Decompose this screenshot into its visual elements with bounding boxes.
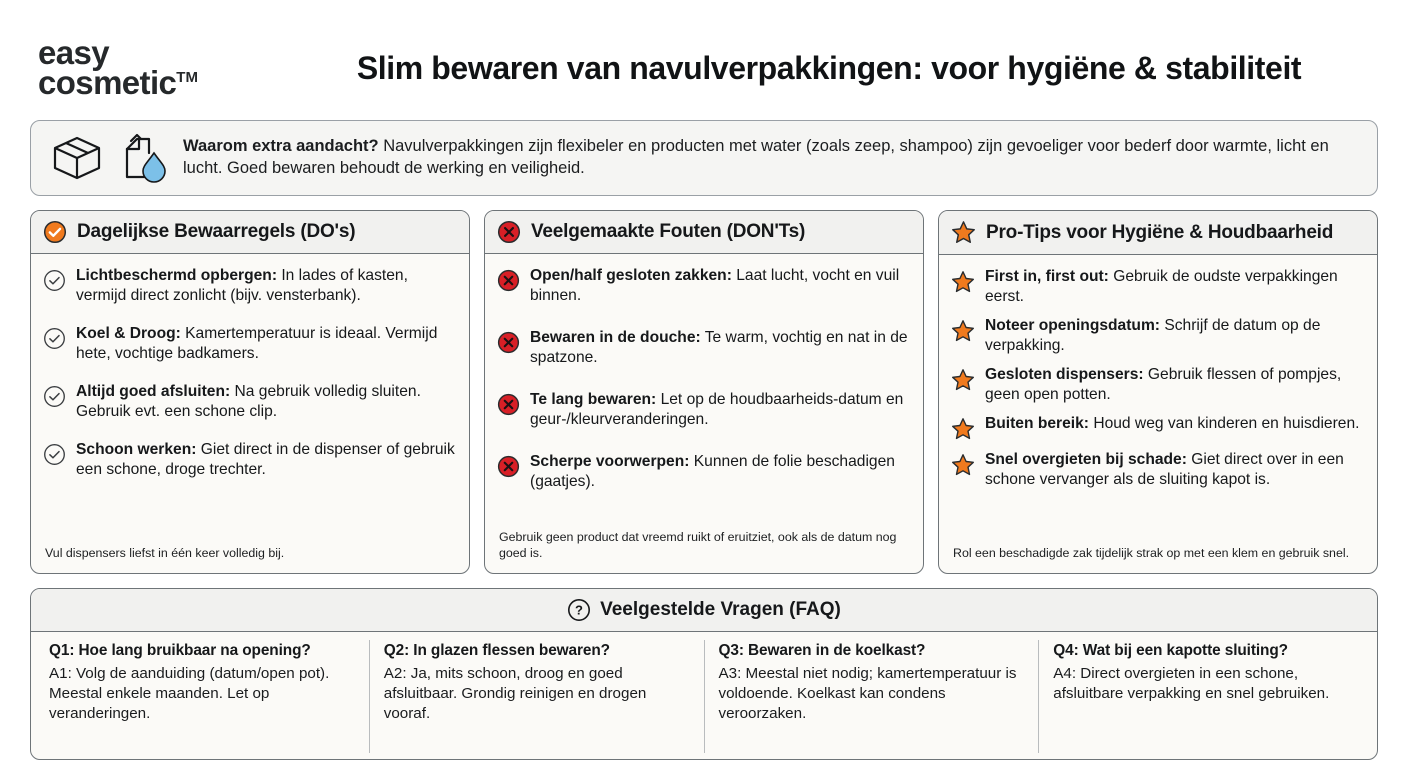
protips-list: [951, 267, 1363, 537]
list-item-body: Giet direct over in een schone vervanger als de sluiting kapot is.: [985, 450, 1344, 488]
card-donts-body: [485, 254, 923, 573]
question-circle-icon: [567, 598, 591, 622]
card-dos-note: Vul dispensers liefst in één keer volledig bij.: [45, 545, 285, 560]
x-circle-filled-icon: [497, 393, 520, 416]
list-item: [497, 390, 909, 430]
list-item: [43, 440, 455, 480]
list-item-body: In lades of kasten, vermijd direct zonlicht (bijv. vensterbank).: [76, 267, 408, 304]
list-item-lead: Gesloten dispensers:: [985, 365, 1144, 383]
list-item: [951, 414, 1363, 441]
faq-header: [31, 589, 1377, 632]
check-circle-filled-icon: [43, 220, 67, 244]
x-circle-filled-icon: [497, 455, 520, 478]
list-item: [951, 267, 1363, 307]
list-item-text: [985, 365, 1363, 405]
list-item-lead: Noteer openingsdatum:: [985, 316, 1161, 334]
columns-row: [30, 210, 1378, 574]
faq-question: Q3: Bewaren in de koelkast?: [718, 642, 926, 659]
star-filled-icon: [951, 270, 975, 294]
list-item-text: [985, 316, 1363, 356]
list-item-lead: First in, first out:: [985, 268, 1109, 285]
star-filled-icon: [951, 417, 975, 441]
check-circle-outline-icon: [43, 443, 66, 466]
page-header: [30, 16, 1378, 120]
banner-text: [183, 136, 1361, 180]
list-item-lead: Buiten bereik:: [985, 414, 1089, 432]
list-item: [497, 266, 909, 306]
list-item: [951, 316, 1363, 356]
list-item-text: [76, 324, 455, 364]
list-item-lead: Lichtbeschermd opbergen:: [76, 267, 278, 284]
card-donts-note: Gebruik geen product dat vreemd ruikt of eruitziet, ook als de datum nog goed is.: [499, 529, 897, 560]
faq-answer: A1: Volg de aanduiding (datum/open pot). Meestal enkele maanden. Let op veranderingen.: [49, 665, 330, 722]
card-dos-title: Dagelijkse Bewaarregels (DO's): [77, 221, 356, 242]
list-item: [43, 266, 455, 306]
x-circle-filled-icon: [497, 331, 520, 354]
brand-line-2: cosmetic™: [38, 64, 198, 101]
faq-entry: [35, 640, 370, 753]
list-item-text: [530, 328, 909, 368]
trademark-mark: TM: [176, 69, 198, 86]
list-item-text: [530, 390, 909, 430]
card-dos: [30, 210, 470, 574]
faq-answer: A2: Ja, mits schoon, droog en goed afsluitbaar. Grondig reinigen en drogen vooraf.: [383, 665, 647, 722]
list-item: [497, 452, 909, 492]
faq-section: [30, 588, 1378, 760]
star-filled-icon: [951, 453, 975, 477]
faq-answer: A4: Direct overgieten in een schone, afsluitbare verpakking en snel gebruiken.: [1053, 665, 1330, 702]
card-donts: [484, 210, 924, 574]
list-item-body: Houd weg van kinderen en huisdieren.: [1088, 414, 1360, 432]
x-circle-filled-icon: [497, 220, 521, 244]
list-item-body: Gebruik flessen of pompjes, geen open potten.: [985, 365, 1342, 403]
box-icon: [51, 134, 103, 182]
check-circle-outline-icon: [43, 385, 66, 408]
list-item-text: [76, 382, 455, 422]
donts-list: [497, 266, 909, 521]
list-item-lead: Koel & Droog:: [76, 324, 181, 342]
list-item-lead: Snel overgieten bij schade:: [985, 450, 1187, 468]
list-item: [951, 365, 1363, 405]
list-item: [43, 324, 455, 364]
list-item-body: Let op de houdbaarheids-datum en geur-/kleurveranderingen.: [530, 390, 904, 428]
list-item-text: [530, 452, 909, 492]
faq-question: Q4: Wat bij een kapotte sluiting?: [1053, 642, 1288, 659]
dos-list: [43, 266, 455, 537]
faq-entry: [705, 640, 1040, 753]
x-circle-filled-icon: [497, 269, 520, 292]
faq-question: Q2: In glazen flessen bewaren?: [383, 642, 610, 659]
list-item-lead: Scherpe voorwerpen:: [530, 452, 690, 470]
list-item-body: Gebruik de oudste verpakkingen eerst.: [985, 268, 1338, 305]
brand-logo: [38, 33, 288, 101]
banner-icon-group: [47, 133, 169, 183]
refill-bottle-water-drop-icon: [115, 133, 169, 183]
list-item-lead: Open/half gesloten zakken:: [530, 267, 732, 284]
faq-answer: A3: Meestal niet nodig; kamertemperatuur is voldoende. Koelkast kan condens veroorzaken.: [718, 665, 1017, 722]
svg-text:?: ?: [575, 602, 584, 618]
list-item-text: [985, 267, 1363, 307]
list-item: [497, 328, 909, 368]
faq-title: Veelgestelde Vragen (FAQ): [600, 599, 841, 620]
card-protips-title: Pro-Tips voor Hygiëne & Houdbaarheid: [986, 221, 1334, 243]
list-item: [43, 382, 455, 422]
card-donts-title: Veelgemaakte Fouten (DON'Ts): [531, 221, 806, 242]
card-protips: [938, 210, 1378, 574]
banner-body: Navulverpakkingen zijn flexibeler en producten met water (zoals zeep, shampoo) zijn gevoeliger voor bederf door warmte, licht en lucht. Goed bewaren behoudt de werking en veiligheid.: [183, 137, 1329, 177]
list-item-body: Giet direct in de dispenser of gebruik een schone, droge trechter.: [76, 440, 455, 478]
faq-entry: [370, 640, 705, 753]
faq-question: Q1: Hoe lang bruikbaar na opening?: [49, 642, 311, 659]
list-item-text: [530, 266, 909, 306]
list-item: [951, 450, 1363, 490]
list-item-text: [985, 414, 1359, 434]
faq-grid: [31, 632, 1377, 759]
brand-line-1: easy: [38, 33, 110, 71]
list-item-body: Te warm, vochtig en nat in de spatzone.: [530, 328, 908, 366]
list-item-text: [985, 450, 1363, 490]
attention-banner: [30, 120, 1378, 196]
banner-lead: Waarom extra aandacht?: [183, 137, 379, 156]
list-item-text: [76, 266, 455, 306]
card-protips-note: Rol een beschadigde zak tijdelijk strak op met een klem en gebruik snel.: [953, 545, 1350, 560]
star-filled-icon: [951, 368, 975, 392]
card-dos-header: [31, 211, 469, 254]
star-filled-icon: [951, 220, 976, 245]
list-item-lead: Schoon werken:: [76, 440, 197, 458]
list-item-body: Laat lucht, vocht en vuil binnen.: [530, 267, 900, 304]
card-protips-header: [939, 211, 1377, 255]
card-dos-body: [31, 254, 469, 573]
card-protips-body: [939, 255, 1377, 573]
list-item-text: [76, 440, 455, 480]
star-filled-icon: [951, 319, 975, 343]
list-item-body: Kamertemperatuur is ideaal. Vermijd hete, vochtige badkamers.: [76, 324, 438, 362]
page-title: Slim bewaren van navulverpakkingen: voor hygiëne & stabiliteit: [356, 49, 1302, 86]
list-item-body: Schrijf de datum op de verpakking.: [985, 316, 1321, 354]
list-item-lead: Altijd goed afsluiten:: [76, 382, 231, 400]
list-item-lead: Te lang bewaren:: [530, 390, 657, 408]
list-item-body: Kunnen de folie beschadigen (gaatjes).: [530, 452, 895, 490]
faq-entry: [1039, 640, 1373, 753]
check-circle-outline-icon: [43, 269, 66, 292]
list-item-lead: Bewaren in de douche:: [530, 328, 701, 346]
check-circle-outline-icon: [43, 327, 66, 350]
card-donts-header: [485, 211, 923, 254]
list-item-body: Na gebruik volledig sluiten. Gebruik evt. een schone clip.: [76, 382, 421, 420]
